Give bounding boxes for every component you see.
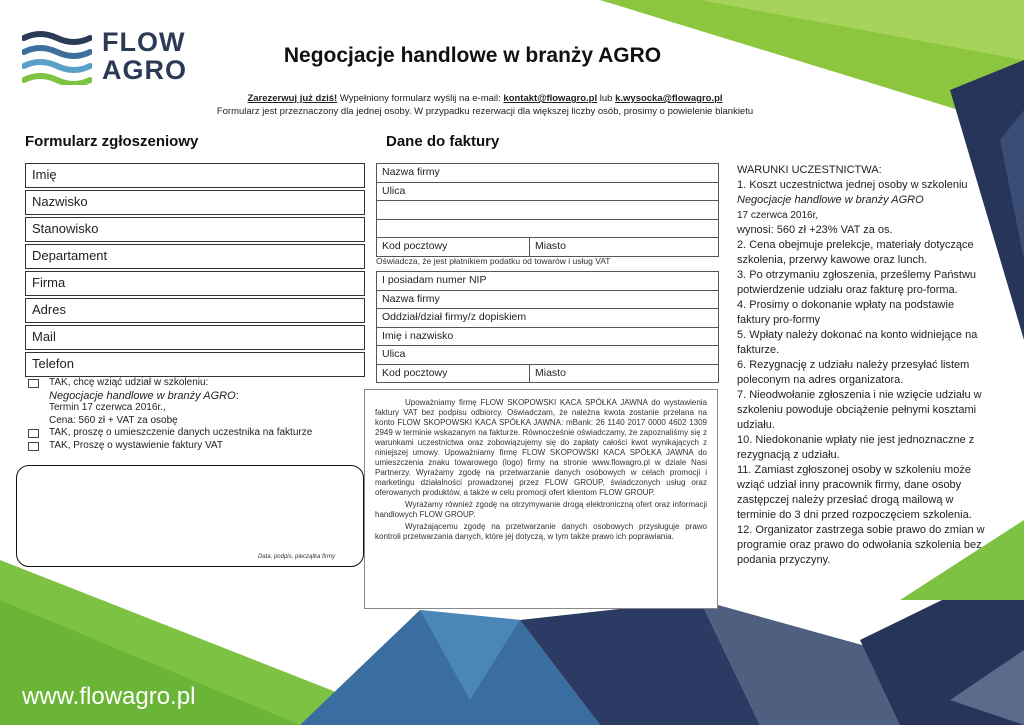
term-1-price: wynosi: 560 zł +23% VAT za os.	[737, 224, 893, 236]
terms-of-participation	[737, 163, 987, 568]
invoice-participant-label: TAK, proszę o umieszczenie danych uczestnika na fakturze	[49, 427, 313, 438]
invoice-postal-row	[377, 238, 718, 256]
terms-heading: WARUNKI UCZESTNICTWA:	[737, 164, 882, 176]
legal-consent-text	[364, 389, 718, 609]
invoice-heading: Dane do faktury	[386, 133, 500, 150]
logo-line2: AGRO	[102, 55, 187, 85]
term-12: 12. Organizator zastrzega sobie prawo do zmian w programie oraz prawo do odwołania szkolenia bez podania przyczyny.	[737, 524, 985, 566]
participant-fields	[25, 163, 365, 379]
invoice-blank-field-2[interactable]	[377, 220, 718, 239]
course-date: Termin 17 czerwca 2016r.,	[49, 402, 166, 413]
legal-p2: Wyrażamy również zgodę na otrzymywanie drogą elektroniczną ofert oraz informacji handlowych FLOW GROUP.	[375, 500, 707, 519]
term-3: 3. Po otrzymaniu zgłoszenia, prześlemy Państwu potwierdzenie udziału oraz fakturę pro-forma.	[737, 269, 977, 296]
term-2: 2. Cena obejmuje prelekcje, materiały dotyczące szkolenia, przerwy kawowe oraz lunch.	[737, 239, 974, 266]
page-title: Negocjacje handlowe w branży AGRO	[283, 44, 662, 67]
term-6: 6. Rezygnację z udziału należy przesyłać listem poleconym na adres organizatora.	[737, 359, 970, 386]
term-1-date: 17 czerwca 2016r,	[737, 210, 819, 221]
department-note-field[interactable]: Oddział/dział firmy/z dopiskiem	[377, 309, 718, 328]
website-link[interactable]: www.flowagro.pl	[22, 683, 196, 710]
intro-text	[195, 92, 775, 118]
signature-box[interactable]	[16, 465, 364, 567]
last-name-field[interactable]: Nazwisko	[25, 190, 365, 215]
invoice-grid-2	[376, 271, 719, 383]
invoice2-postal-field[interactable]: Kod pocztowy	[382, 365, 530, 383]
term-10: 10. Niedokonanie wpłaty nie jest jednoznaczne z rezygnacją z udziału.	[737, 434, 975, 461]
invoice2-postal-row	[377, 365, 718, 383]
term-1: 1. Koszt uczestnictwa jednej osoby w szkoleniu	[737, 179, 968, 191]
invoice-participant-option[interactable]	[28, 427, 358, 440]
invoice2-street-field[interactable]: Ulica	[377, 346, 718, 365]
invoice2-name-field[interactable]: Imię i nazwisko	[377, 328, 718, 347]
invoice-blank-field[interactable]	[377, 201, 718, 220]
checkbox-group	[28, 377, 358, 452]
term-5: 5. Wpłaty należy dokonać na konto widniejące na fakturze.	[737, 329, 978, 356]
invoice2-city-field[interactable]: Miasto	[535, 366, 566, 379]
participate-label: TAK, chcę wziąć udział w szkoleniu:	[49, 377, 209, 388]
first-name-field[interactable]: Imię	[25, 163, 365, 188]
term-4: 4. Prosimy o dokonanie wpłaty na podstawie faktury pro-formy	[737, 299, 955, 326]
address-field[interactable]: Adres	[25, 298, 365, 323]
vat-invoice-checkbox[interactable]	[28, 442, 39, 451]
invoice-grid-1	[376, 163, 719, 257]
invoice-participant-checkbox[interactable]	[28, 429, 39, 438]
mail-field[interactable]: Mail	[25, 325, 365, 350]
invoice-city-field[interactable]: Miasto	[535, 240, 566, 252]
participate-checkbox[interactable]	[28, 379, 39, 388]
phone-field[interactable]: Telefon	[25, 352, 365, 377]
vat-invoice-label: TAK, Proszę o wystawienie faktury VAT	[49, 439, 223, 451]
position-field[interactable]: Stanowisko	[25, 217, 365, 242]
signature-label: Data, podpis, pieczątka firmy	[257, 554, 335, 560]
participate-option[interactable]	[28, 377, 358, 390]
logo-line1: FLOW	[102, 27, 186, 57]
vat-declaration: Oświadcza, że jest płatnikiem podatku od towarów i usług VAT	[376, 256, 611, 266]
department-field[interactable]: Departament	[25, 244, 365, 269]
or-text: lub	[597, 93, 616, 104]
invoice-company-field[interactable]: Nazwa firmy	[377, 164, 718, 183]
invoice-street-field[interactable]: Ulica	[377, 183, 718, 202]
course-price: Cena: 560 zł + VAT za osobę	[49, 414, 178, 426]
email-link-2[interactable]: k.wysocka@flowagro.pl	[615, 93, 723, 104]
vat-invoice-option[interactable]	[28, 440, 358, 453]
term-11: 11. Zamiast zgłoszonej osoby w szkoleniu może wziąć udział inny pracownik firmy, dane osoby zastępczej należy przesłać drogą mailową w terminie do 3 dni przed rozpoczęciem szkolenia.	[737, 464, 972, 521]
course-name: Negocjacje handlowe w branży AGRO:	[49, 389, 239, 402]
legal-p3: Wyrażającemu zgodę na przetwarzanie danych osobowych przysługuje prawo kontroli przetwarzania danych, które jej dotyczą, w tym także prawo ich poprawiania.	[375, 522, 707, 541]
email-link-1[interactable]: kontakt@flowagro.pl	[503, 93, 598, 104]
intro-line2: Formularz jest przeznaczony dla jednej osoby. W przypadku rezerwacji dla większej liczby osób, prosimy o powielenie blankietu	[216, 106, 754, 117]
reserve-text: Zarezerwuj już dziś!	[247, 93, 338, 104]
nip-field[interactable]: I posiadam numer NIP	[377, 272, 718, 291]
term-1-course: Negocjacje handlowe w branży AGRO	[737, 194, 924, 206]
form-heading: Formularz zgłoszeniowy	[25, 133, 199, 150]
invoice-postal-field[interactable]: Kod pocztowy	[382, 238, 530, 256]
legal-p1: Upoważniamy firmę FLOW SKOPOWSKI KACA SPÓŁKA JAWNA do wystawienia faktury VAT bez podpisu odbiorcy. Oświadczam, że należna kwota zostanie przelana na konto FLOW SKOPOWSKI KACA SPÓŁKA JAWNA: mBank: 26 1140 2017 0000 4602 1309 2949 w terminie wskazanym na fakturze. Równocześnie oświadczamy, że zapoznaliśmy się z warunkami uczestnictwa oraz zobowiązujemy się do zapłaty całości kwot wynikających z niniejszej umowy. Upoważniamy firmę FLOW SKOPOWSKI KACA SPÓŁKA JAWNA do umieszczenia znaku towarowego (logo) firmy na stronie www.flowagro.pl w dziale Nasi Partnerzy. Wyrażamy zgodę na przetwarzanie danych osobowych w celach promocji i marketingu działalności prowadzonej przez FLOW GROUP, świadczonych usług oraz oferowanych produktów, a także w celu promocji ofert klientom FLOW GROUP.	[375, 398, 707, 497]
send-text: Wypełniony formularz wyślij na e-mail:	[337, 93, 504, 104]
term-7: 7. Nieodwołanie zgłoszenia i nie wzięcie udziału w szkoleniu powoduje obciążenie pełnymi kosztami udziału.	[737, 389, 982, 431]
company-field[interactable]: Firma	[25, 271, 365, 296]
invoice2-company-field[interactable]: Nazwa firmy	[377, 291, 718, 310]
